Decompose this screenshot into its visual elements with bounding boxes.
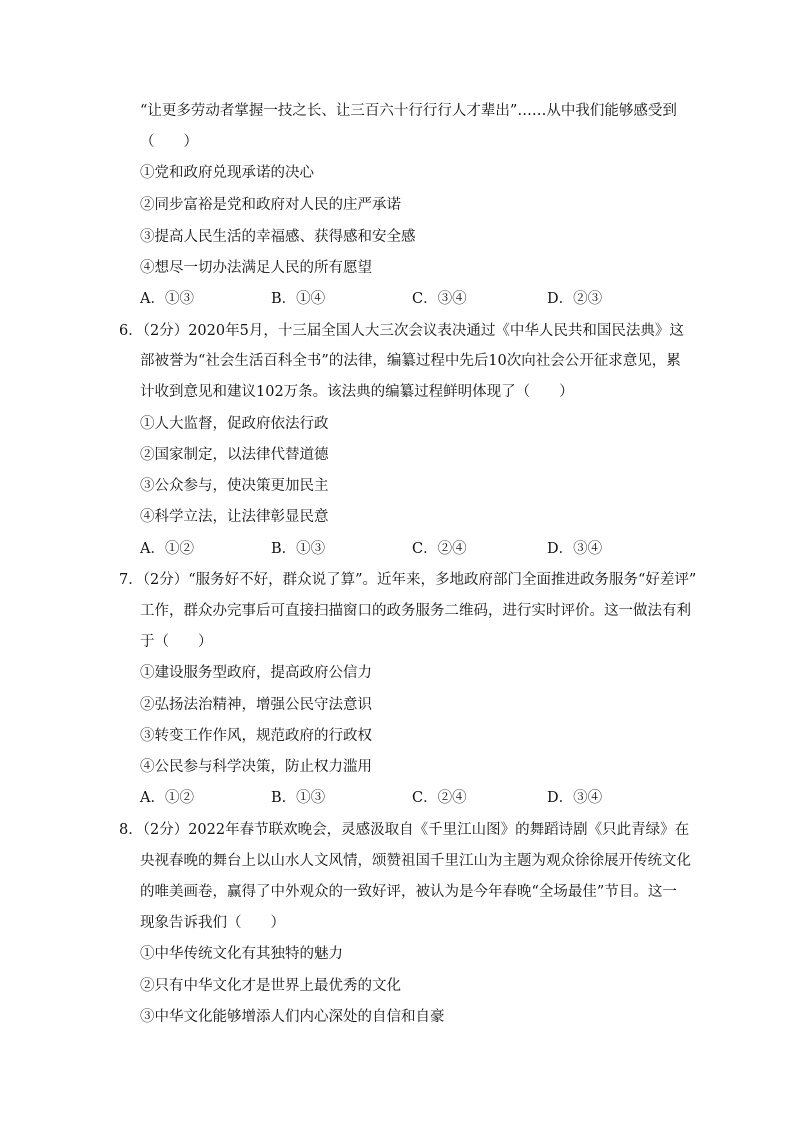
q7-item-3: ③转变工作作风，规范政府的行政权	[140, 728, 372, 744]
q8-item-3: ③中华文化能够增添人们内心深处的自信和自豪	[140, 1009, 445, 1025]
q7-options	[140, 788, 660, 808]
q7-stem-line-3: 于（ ）	[140, 634, 213, 650]
q6-option-a[interactable]: A．①②	[140, 541, 194, 557]
q5-item-1: ①党和政府兑现承诺的决心	[140, 165, 314, 181]
q8-item-1: ①中华传统文化有其独特的魅力	[140, 946, 343, 962]
q6-stem-line-2: 部被誉为“社会生活百科全书”的法律，编纂过程中先后10次向社会公开征求意见，累	[140, 353, 681, 369]
q6-item-4: ④科学立法，让法律彰显民意	[140, 509, 329, 525]
q7-option-c[interactable]: C．②④	[412, 790, 467, 806]
q7-item-2: ②弘扬法治精神，增强公民守法意识	[140, 697, 372, 713]
q7-option-a[interactable]: A．①②	[140, 790, 194, 806]
q7-stem-line-2: 工作，群众办完事后可直接扫描窗口的政务服务二维码，进行实时评价。这一做法有利	[140, 603, 691, 619]
q6-item-1: ①人大监督，促政府依法行政	[140, 416, 329, 432]
q5-stem-line-1: “让更多劳动者掌握一技之长、让三百六十行行行人才辈出”……从中我们能够感受到	[140, 103, 677, 119]
q8-stem-line-2: 央视春晚的舞台上以山水人文风情，颂赞祖国千里江山为主题为观众徐徐展开传统文化	[140, 853, 691, 869]
q5-option-b[interactable]: B．①④	[271, 291, 326, 307]
q5-item-2: ②同步富裕是党和政府对人民的庄严承诺	[140, 197, 401, 213]
q6-stem-line-1: 6．（2分）2020年5月，十三届全国人大三次会议表决通过《中华人民共和国民法典》这	[119, 323, 684, 339]
q6-option-c[interactable]: C．②④	[412, 541, 467, 557]
q8-stem-line-3: 的唯美画卷，赢得了中外观众的一致好评，被认为是今年春晚“全场最佳”节目。这一	[140, 884, 677, 900]
q5-item-3: ③提高人民生活的幸福感、获得感和安全感	[140, 229, 416, 245]
q6-option-b[interactable]: B．①③	[271, 541, 326, 557]
q8-stem-line-1: 8．（2分）2022年春节联欢晚会，灵感汲取自《千里江山图》的舞蹈诗剧《只此青绿》在	[119, 822, 690, 838]
q6-item-3: ③公众参与，使决策更加民主	[140, 478, 329, 494]
q6-stem-line-3: 计收到意见和建议102万条。该法典的编纂过程鲜明体现了（ ）	[140, 384, 574, 400]
q5-option-d[interactable]: D．②③	[547, 291, 603, 307]
q5-item-4: ④想尽一切办法满足人民的所有愿望	[140, 260, 372, 276]
q5-options	[140, 289, 660, 309]
q5-option-a[interactable]: A．①③	[140, 291, 194, 307]
q7-option-b[interactable]: B．①③	[271, 790, 326, 806]
q7-option-d[interactable]: D．③④	[547, 790, 603, 806]
q6-options	[140, 539, 660, 559]
q7-item-1: ①建设服务型政府，提高政府公信力	[140, 665, 372, 681]
q6-option-d[interactable]: D．③④	[547, 541, 603, 557]
q7-item-4: ④公民参与科学决策，防止权力滥用	[140, 759, 372, 775]
q5-stem-line-2: （ ）	[140, 134, 198, 150]
q6-item-2: ②国家制定，以法律代替道德	[140, 447, 329, 463]
q8-item-2: ②只有中华文化才是世界上最优秀的文化	[140, 978, 401, 994]
q7-stem-line-1: 7．（2分）“服务好不好，群众说了算”。近年来，多地政府部门全面推进政务服务“好差评”	[119, 572, 697, 588]
q5-option-c[interactable]: C．③④	[412, 291, 467, 307]
q8-stem-line-4: 现象告诉我们（ ）	[140, 915, 285, 931]
